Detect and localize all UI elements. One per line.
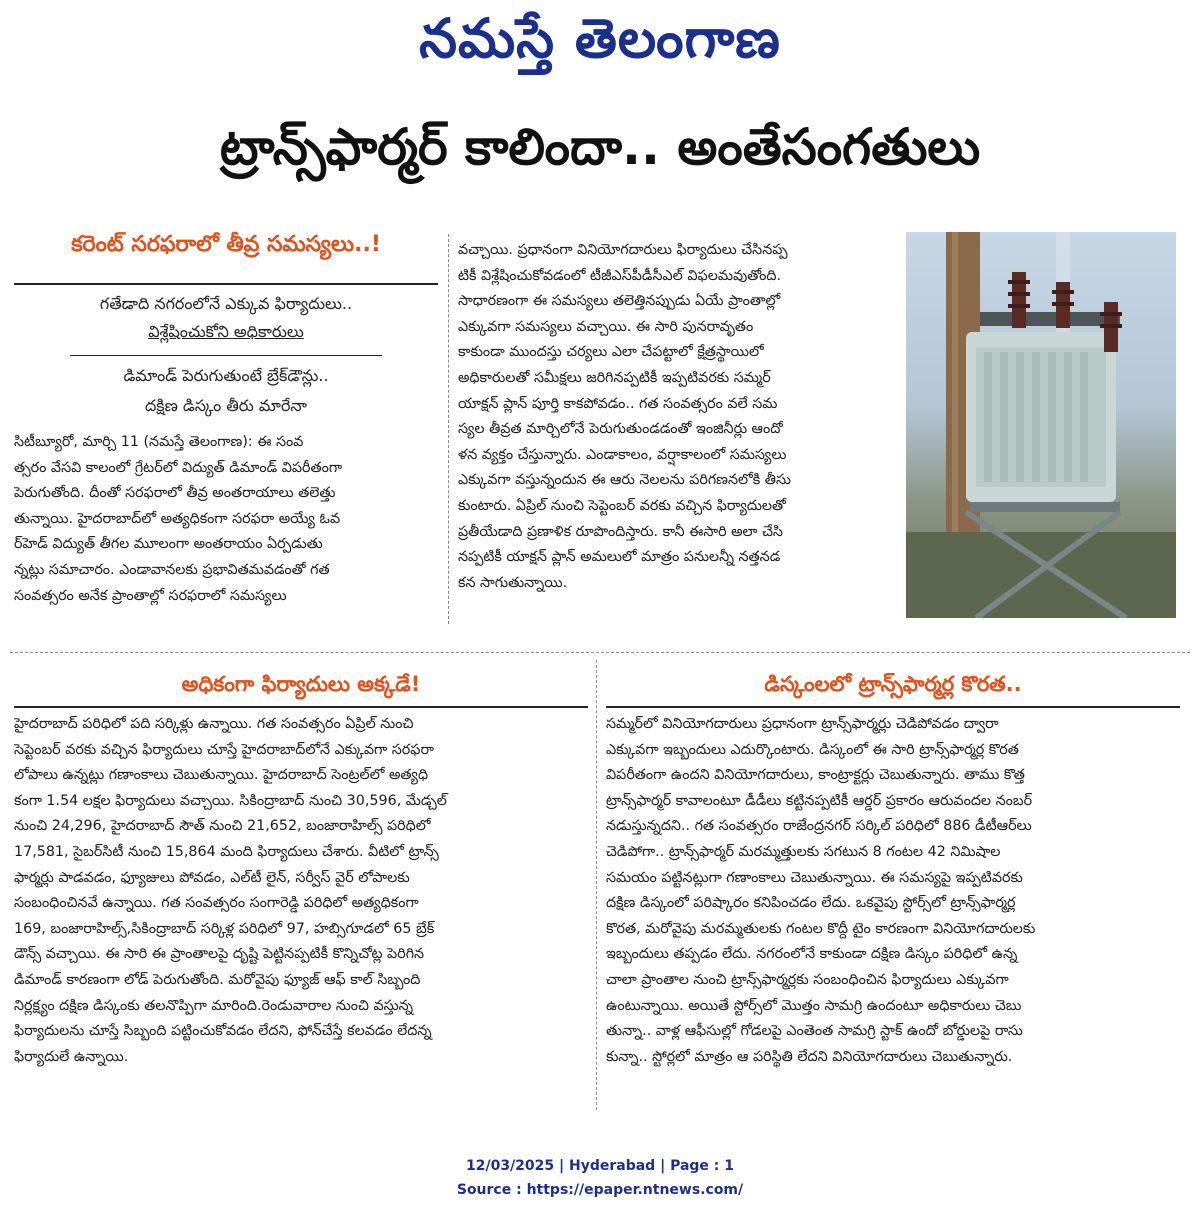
text-line: నిర్లక్ష్యం దక్షిణ డిస్కంకు తలనొప్పిగా మారింది.రెండువారాల నుంచి వస్తున్న [14,997,413,1014]
text-line: ట్రాన్స్‌ఫార్మర్ కావాలంటూ డీడీలు కట్టినప్పటికీ ఆర్డర్ ప్రకారం ఆరువందల నంబర్ [606,792,1033,809]
text-line: లోపాలు ఉన్నట్లు గణాంకాలు చెబుతున్నాయి. హైదరాబాద్ సెంట్రల్‌లో అత్యధి [14,767,429,784]
headline: ట్రాన్స్‌ఫార్మర్ కాలిందా.. అంతేసంగతులు [219,118,981,176]
transformer-illustration [906,232,1176,618]
text-line: దక్షిణ డిస్కంలో పరిష్కారం కనిపించడం లేదు. ఒకవైపు స్టోర్స్‌లో ట్రాన్స్‌ఫార్మర్ల [606,895,1016,912]
text-line: స్యల తీవ్రత మార్చిలోనే పెరుగుతుండడంతో ఇంజినీర్లు ఆందో [458,421,783,438]
text-line: కొరత, మరోవైపు మరమ్మతులకు గంటల కొద్దీ టైం కారణంగా వినియోగదారులకు [606,920,1036,937]
article-section-left [14,712,588,1070]
text-line: సంబంధించినవే ఉన్నాయి. గత సంవత్సరం సంగారెడ్డి పరిధిలో అత్యధికంగా [14,895,419,912]
text-line: సమ్మర్‌లో వినియోగదారులు ప్రధానంగా ట్రాన్స్‌ఫార్మర్లు చెడిపోవడం ద్వారా [606,716,999,732]
footer-date-page: 12/03/2025 | Hyderabad | Page : 1 [465,1158,735,1174]
text-line: కన సాగుతున్నాయి. [458,574,568,591]
text-line: అధికారులతో సమీక్షలు జరిగినప్పటికీ ఇప్పటివరకు సమ్మర్ [458,369,771,386]
text-line: ఎక్కువగా వస్తున్నందున ఈ ఆరు నెలలను పరిగణనలోకి తీసు [458,472,791,489]
text-line: సంవత్సరం అనేక ప్రాంతాల్లో సరఫరాలో సమస్యలు [14,587,287,604]
text-line: సమయం పట్టినట్లుగా గణాంకాలు చెబుతున్నాయి. ఈ సమస్యపై ఇప్పటివరకు [606,869,1023,886]
column-divider [596,660,597,1110]
text-line: 17,581, సైబర్‌సిటీ నుంచి 15,864 మంది ఫిర్యాదులు చేశారు. వీటిలో ట్రాన్స్ [14,843,439,860]
text-line: కాకుండా ముందస్తు చర్యలు ఎలా చేపట్టాలో క్షేత్రస్థాయిలో [458,344,764,361]
text-line: ప్రతీయేడాది ప్రణాళిక రూపొందిస్తారు. కానీ ఈసారి అలా చేసి [458,523,783,540]
kicker-1: గతేడాది నగరంలోనే ఎక్కువ ఫిర్యాదులు.. [99,294,353,313]
text-line: డిమాండ్ కారణంగా లోడ్ పెరుగుతోంది. మరోవైపు ఫ్యూజ్ ఆఫ్ కాల్ సిబ్బంది [14,971,421,988]
text-line: పెరుగుతోంది. దీంతో సరఫరాలో తీవ్ర అంతరాయాలు తలెత్తు [14,485,336,502]
text-line: చెడిపోగా.. ట్రాన్స్‌ఫార్మర్ మరమ్మత్తులకు సగటున 8 గంటల 42 నిమిషాల [606,843,1001,860]
transformer-photo [906,232,1176,618]
text-line: ఎక్కువగా సమస్యలు వచ్చాయి. ఈ సారి పునరావృతం [458,318,754,335]
divider [14,706,588,708]
text-line: వచ్చాయి. ప్రధానంగా వినియోగదారులు ఫిర్యాదులు చేసినప్ప [458,242,788,258]
text-line: ఎక్కువగా ఇబ్బందులు ఎదుర్కొంటారు. డిస్కంలో ఈ సారి ట్రాన్స్‌ఫార్మర్ల కొరత [606,741,1019,758]
text-line: ఫిర్యాదులే ఉన్నాయి. [14,1048,129,1065]
kicker-3: డిమాండ్ పెరుగుతుంటే బ్రేక్‌డౌన్లు.. [123,366,329,385]
kicker-2: విశ్లేషించుకోని అధికారులు [148,322,304,341]
text-line: నుంచి 24,296, హైదరాబాద్ సౌత్ నుంచి 21,652, బంజారాహిల్స్ పరిధిలో [14,818,431,835]
text-line: కుంటారు. ఏప్రిల్ నుంచి సెప్టెంబర్ వరకు వచ్చిన ఫిర్యాదులతో [458,497,786,514]
text-line: ళన వ్యక్తం చేస్తున్నారు. ఎండాకాలం, వర్షాకాలంలో సమస్యలు [458,446,787,463]
divider [70,355,382,356]
text-line: నప్పటికీ యాక్షన్ ప్లాన్ అమలులో మాత్రం పనులన్నీ నత్తనడ [458,549,781,566]
text-line: చాలా ప్రాంతాల నుంచి ట్రాన్స్‌ఫార్మర్లకు సంబంధించిన ఫిర్యాదులు ఎక్కువగా [606,971,1009,988]
text-line: హైదరాబాద్ పరిధిలో పది సర్కిళ్లు ఉన్నాయి. గత సంవత్సరం ఏప్రిల్ నుంచి [14,716,414,732]
kicker-4: దక్షిణ డిస్కం తీరు మారేనా [144,396,308,415]
text-line: ఇబ్బందులు తప్పడం లేదు. నగరంలోనే కాకుండా దక్షిణ డిస్కం పరిధిలో ఉన్న [606,946,1018,963]
text-line: తున్నా.. వాళ్ల ఆఫీసుల్లో గోడలపై ఎంతెంత సామగ్రి స్టాక్ ఉందో బోర్డులపై రాసు [606,1023,1023,1040]
text-line: సాధారణంగా ఈ సమస్యలు తలెత్తినప్పుడు ఏయే ప్రాంతాల్లో [458,293,781,310]
footer-source: Source : https://epaper.ntnews.com/ [456,1182,744,1198]
text-line: యాక్షన్ ప్లాన్ పూర్తి కాకపోవడం.. గత సంవత్సరం వలే సమ [458,395,778,412]
text-line: ఉంటున్నాయి. అయితే స్టోర్స్‌లో మొత్తం సామగ్రి ఉందంటూ అధికారులు చెబు [606,997,1022,1014]
text-line: న్నట్లు సమాచారం. ఎండావానలకు ప్రభావితమవడంతో గత [14,561,330,578]
divider [606,706,1180,708]
section-divider [10,652,1190,653]
text-line: సిటీబ్యూరో, మార్చి 11 (నమస్తే తెలంగాణ): ఈ సంవ [14,434,304,450]
text-line: నడుస్తున్నదని.. గత సంవత్సరం రాజేంద్రనగర్ సర్కిల్ పరిధిలో 886 డీటీఆర్‌లు [606,818,1032,835]
text-line: కున్నా.. స్టోర్లలో మాత్రం ఆ పరిస్థితి లేదని వినియోగదారులు చెబుతున్నారు. [606,1048,1013,1065]
column-divider [448,234,449,624]
text-line: సెప్టెంబర్ వరకు వచ్చిన ఫిర్యాదులు చూస్తే హైదరాబాద్‌లోనే ఎక్కువగా సరఫరా [14,741,434,758]
text-line: ఫార్మర్లు పాడవడం, ఫ్యూజులు పోవడం, ఎల్‌టీ లైన్, సర్వీస్ వైర్ లోపాలకు [14,869,410,886]
masthead: నమస్తే తెలంగాణ [419,6,781,70]
article-section-right [606,712,1180,1070]
text-line: త్సరం వేసవి కాలంలో గ్రేటర్‌లో విద్యుత్ డిమాండ్ విపరీతంగా [14,459,343,476]
text-line: టికీ విశ్లేషించుకోవడంలో టీజీఎస్‌పీడీసీఎల్ విఫలమవుతోంది. [458,267,782,284]
text-line: విపరీతంగా ఉందని వినియోగదారులు, కాంట్రాక్టర్లు చెబుతున్నారు. తాము కొత్త [606,767,1025,784]
text-line: కంగా 1.54 లక్షల ఫిర్యాదులు వచ్చాయి. సికింద్రాబాద్ నుంచి 30,596, మేడ్చల్ [14,792,447,809]
section-left-heading: అధికంగా ఫిర్యాదులు అక్కడే! [181,672,421,696]
text-line: ర్‌హెడ్ విద్యుత్ తీగల మూలంగా అంతరాయం ఏర్పడుతు [14,536,323,553]
divider [14,283,438,285]
article-column-2 [458,238,894,596]
text-line: డౌన్స్ వచ్చాయి. ఈ సారి ఈ ప్రాంతాలపై దృష్టి పెట్టినప్పటికీ కొన్నిచోట్ల పెరిగిన [14,946,425,963]
text-line: ఫిర్యాదులను చూస్తే సిబ్బంది పట్టించుకోవడం లేదని, ఫోన్‌చేస్తే కలవడం లేదన్న [14,1023,432,1040]
article-column-1 [14,430,438,609]
section-right-heading: డిస్కంలలో ట్రాన్స్‌ఫార్మర్ల కొరత.. [764,672,1022,696]
text-line: 169, బంజారాహిల్స్,సికింద్రాబాద్ సర్కిళ్ల పరిధిలో 97, హబ్సిగూడలో 65 బ్రేక్ [14,920,435,937]
subheadline: కరెంట్ సరఫరాలో తీవ్ర సమస్యలు..! [71,232,381,257]
text-line: తున్నాయి. హైదరాబాద్‌లో అత్యధికంగా సరఫరా అయ్యే ఓవ [14,510,341,527]
